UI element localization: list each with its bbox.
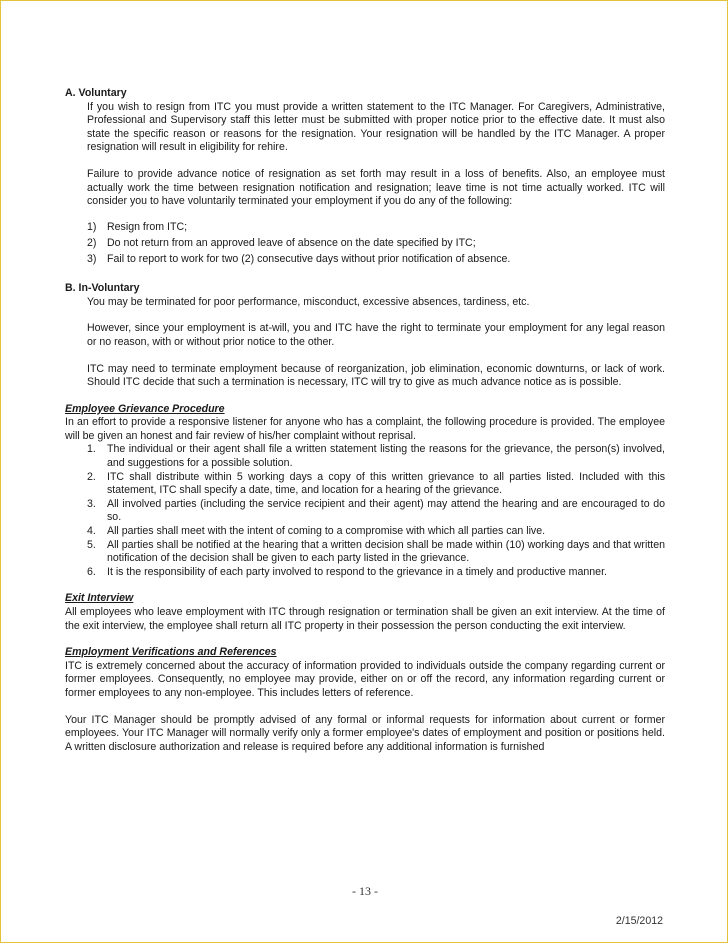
- list-item-text: Do not return from an approved leave of absence on the date specified by ITC;: [107, 236, 476, 249]
- grievance-list: [87, 443, 665, 579]
- involuntary-paragraph-2: However, since your employment is at-will, you and ITC have the right to terminate your employment for any legal reason or no reason, with or without prior notice to the other.: [87, 322, 665, 348]
- voluntary-paragraph-1: If you wish to resign from ITC you must provide a written statement to the ITC Manager. For Caregivers, Administrative, Professional and Supervisory staff this letter must be submitted with proper notice prior to the effective date. It must also state the specific reason or reasons for the resignation. Your resignation will be handled by the ITC Manager. A proper resignation will result in eligibility for rehire.: [87, 100, 665, 154]
- verifications-paragraph-2: Your ITC Manager should be promptly advised of any formal or informal requests for information about current or former employees. Your ITC Manager will normally verify only a former employee's dates of employment and position or positions held. A written disclosure authorization and release is required before any additional information is furnished: [65, 713, 665, 753]
- list-item: [87, 221, 665, 235]
- list-item-number: 2): [87, 236, 97, 249]
- list-item: [87, 525, 665, 539]
- list-item-text: Resign from ITC;: [107, 220, 188, 233]
- list-item-number: 6.: [87, 565, 96, 578]
- involuntary-paragraph-1: You may be terminated for poor performance, misconduct, excessive absences, tardiness, etc.: [87, 295, 530, 308]
- list-item: [87, 237, 665, 251]
- voluntary-list: [87, 221, 665, 266]
- list-item-number: 3): [87, 252, 97, 265]
- list-item: [87, 539, 665, 566]
- list-item-text: The individual or their agent shall file a written statement listing the reasons for the grievance, the person(s) involved, and suggestions for a possible solution.: [107, 443, 665, 470]
- list-item-text: Fail to report to work for two (2) consecutive days without prior notification of absence.: [107, 252, 511, 265]
- voluntary-paragraph-2: Failure to provide advance notice of resignation as set forth may result in a loss of benefits. Also, an employee must actually work the time between resignation notification and resignation; leave time is not time actually worked. ITC will consider you to have voluntarily terminated your employment if you do any of the following:: [87, 167, 665, 208]
- exit-interview-heading: Exit Interview: [65, 592, 134, 605]
- list-item-text: ITC shall distribute within 5 working days a copy of this written grievance to all parties listed. Included with this statement, ITC shall specify a date, time, and location for a hearing of the grievance.: [107, 470, 665, 497]
- verifications-heading: Employment Verifications and References: [65, 646, 277, 659]
- list-item-number: 3.: [87, 497, 96, 510]
- list-item-text: All parties shall meet with the intent of coming to a compromise with which all parties can live.: [107, 525, 546, 538]
- voluntary-heading: A. Voluntary: [65, 87, 127, 99]
- grievance-heading: Employee Grievance Procedure: [65, 402, 225, 415]
- list-item: [87, 498, 665, 525]
- exit-interview-text: All employees who leave employment with ITC through resignation or termination shall be given an exit interview. At the time of the exit interview, the employee shall return all ITC property in their possession the person conducting the exit interview.: [65, 606, 665, 632]
- list-item-number: 1.: [87, 443, 96, 456]
- list-item: [87, 566, 665, 580]
- list-item-text: All parties shall be notified at the hearing that a written decision shall be made within (10) working days and that written notification of the decision shall be given to each party listed in the grievance.: [107, 538, 665, 565]
- list-item-number: 2.: [87, 470, 96, 483]
- involuntary-heading: B. In-Voluntary: [65, 282, 140, 295]
- list-item-text: All involved parties (including the service recipient and their agent) may attend the hearing and are encouraged to do so.: [107, 497, 665, 524]
- list-item: [87, 253, 665, 267]
- document-body: [65, 87, 665, 754]
- grievance-intro: In an effort to provide a responsive listener for anyone who has a complaint, the following procedure is provided. The employee will be given an honest and fair review of his/her complaint without reprisal.: [65, 416, 665, 442]
- list-item-number: 1): [87, 220, 97, 233]
- list-item-text: It is the responsibility of each party involved to respond to the grievance in a timely and productive manner.: [107, 565, 607, 578]
- list-item: [87, 471, 665, 498]
- list-item-number: 4.: [87, 525, 96, 538]
- document-date: 2/15/2012: [615, 915, 663, 927]
- page-number: - 13 -: [352, 884, 378, 898]
- verifications-paragraph-1: ITC is extremely concerned about the accuracy of information provided to individuals outside the company regarding current or former employees. Consequently, no employee may provide, either on or off the record, any information regarding current or former employees to any non-employee. This includes letters of reference.: [65, 659, 665, 699]
- list-item-number: 5.: [87, 538, 96, 551]
- list-item: [87, 443, 665, 470]
- involuntary-paragraph-3: ITC may need to terminate employment because of reorganization, job elimination, economic downturns, or lack of work. Should ITC decide that such a termination is necessary, ITC will try to give as much advance notice as is possible.: [87, 362, 665, 389]
